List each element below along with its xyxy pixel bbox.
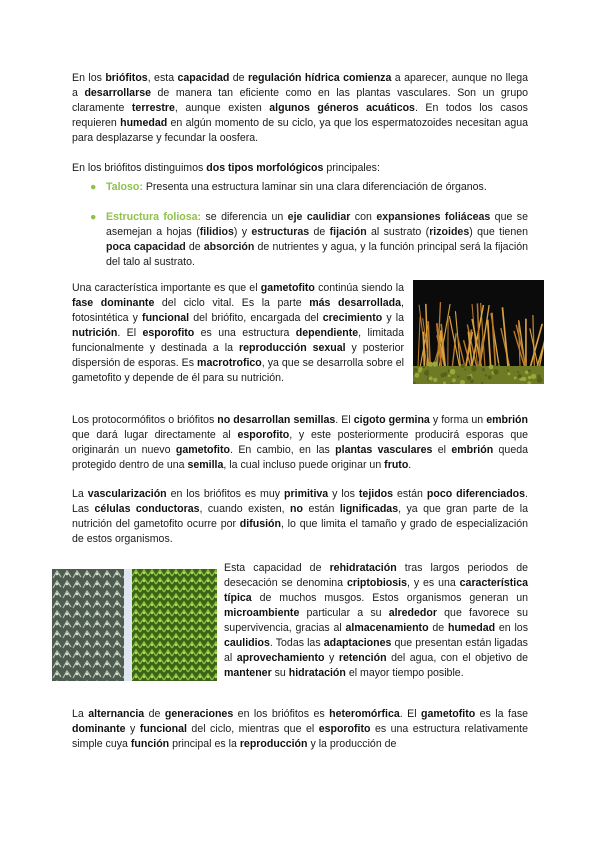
paragraph-hydric-regulation: En los briófitos, esta capacidad de regulación hídrica comienza a aparecer, aunque no llega a desarrollarse de manera tan eficiente como en las plantas vasculares. Son un grupo claramente terrestre, aunque existen algunos géneros acuáticos. En todos los casos requieren humedad en algún momento de su ciclo, ya que los espermatozoides necesitan agua para desplazarse y fecundar la oosfera. — [72, 72, 529, 144]
paragraph-morphological-types: En los briófitos distinguimos dos tipos morfológicos principales: — [72, 162, 380, 174]
moss-sporophytes-photo — [413, 280, 544, 384]
moss-closeup-photo — [52, 569, 217, 681]
bullet-text-foliosa: se diferencia un eje caulidiar con expansiones foliáceas que se asemejan a hojas (filidios) y estructuras de fijación al sustrato (rizoides) que tienen poca capacidad de absorción de nutrientes y agua, y la función principal será la fijación del talo al sustrato. — [106, 211, 529, 268]
bullet-dot-icon: ● — [90, 211, 97, 223]
bullet-text-taloso: Presenta una estructura laminar sin una clara diferenciación de órganos. — [142, 181, 487, 193]
bullet-foliosa — [92, 210, 528, 270]
bullet-lead-taloso: Taloso: — [106, 181, 143, 193]
bullet-dot-icon: ● — [90, 181, 97, 193]
paragraph-gametofito: Una característica importante es que el gametofito continúa siendo la fase dominante del ciclo vital. Es la parte más desarrollada, fotosintética y funcional del briófito, encargada del crecimiento y la nutrición. El esporofito es una estructura dependiente, limitada funcionalmente y destinada a la reproducción sexual y posterior dispersión de esporas. Es macrotrofico, ya que se desarrolla sobre el gametofito y depende de él para su nutrición. — [72, 282, 405, 384]
bullet-lead-foliosa: Estructura foliosa: — [106, 211, 202, 223]
paragraph-protocormofitos: Los protocormófitos o briófitos no desarrollan semillas. El cigoto germina y forma un embrión que dará lugar directamente al esporofito, y este posteriormente producirá esporas que originarán un nuevo gametofito. En cambio, en las plantas vasculares el embrión queda protegido dentro de una semilla, la cual incluso puede originar un fruto. — [72, 414, 528, 471]
paragraph-criptobiosis: Esta capacidad de rehidratación tras largos periodos de desecación se denomina criptobiosis, y es una característica típica de muchos musgos. Estos organismos generan un microambiente particular a su alrededor que favorece su supervivencia, gracias al almacenamiento de humedad en los caulidios. Todas las adaptaciones que presentan están ligadas al aprovechamiento y retención del agua, con el objetivo de mantener su hidratación el mayor tiempo posible. — [224, 562, 528, 679]
paragraph-alternancia: La alternancia de generaciones en los briófitos es heteromórfica. El gametofito es la fase dominante y funcional del ciclo, mientras que el esporofito es una estructura relativamente simple cuya función principal es la reproducción y la producción de — [72, 708, 529, 750]
paragraph-vascularizacion: La vascularización en los briófitos es muy primitiva y los tejidos están poco diferenciados. Las células conductoras, cuando existen, no están lignificadas, ya que gran parte de la nutrición del gametofito ocurre por difusión, lo que limita el tamaño y grado de especialización de estos organismos. — [72, 488, 528, 545]
bullet-taloso — [92, 180, 528, 195]
